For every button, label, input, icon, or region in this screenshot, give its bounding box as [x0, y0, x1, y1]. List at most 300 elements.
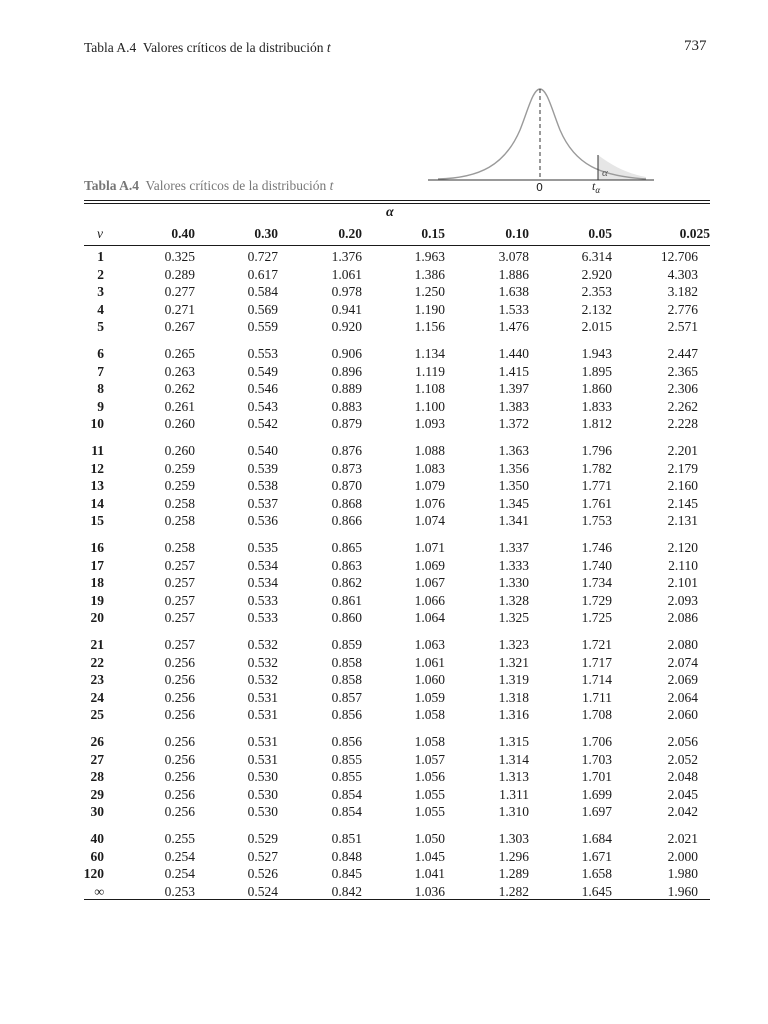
value-cell: 0.920 [331, 319, 362, 335]
running-head-var: t [326, 40, 331, 55]
nu-header: v [97, 226, 103, 241]
value-cell: 2.145 [667, 495, 698, 511]
value-cell: 1.886 [498, 266, 529, 282]
value-cell: 0.257 [164, 610, 195, 626]
value-cell: 2.060 [667, 707, 698, 723]
value-cell: 0.256 [164, 769, 195, 785]
value-cell: 0.855 [331, 751, 362, 767]
value-cell: 0.870 [331, 478, 362, 494]
value-cell: 1.771 [581, 478, 612, 494]
value-cell: 0.257 [164, 592, 195, 608]
nu-cell: 9 [97, 398, 104, 414]
nu-cell: 30 [90, 804, 104, 820]
value-cell: 1.356 [498, 460, 529, 476]
value-cell: 0.883 [331, 398, 362, 414]
table-row [0, 557, 768, 575]
value-cell: 1.325 [498, 610, 529, 626]
table-row [0, 636, 768, 654]
nu-cell: 1 [97, 249, 104, 264]
value-cell: 0.533 [247, 610, 278, 626]
alpha-col-header: 0.40 [171, 226, 195, 241]
value-cell: 2.365 [667, 363, 698, 379]
value-cell: 0.906 [331, 346, 362, 361]
nu-cell: 26 [90, 734, 104, 749]
value-cell: 0.257 [164, 575, 195, 591]
value-cell: 1.060 [414, 672, 445, 688]
value-cell: 1.721 [581, 637, 612, 652]
table-row [0, 609, 768, 627]
table-row [0, 706, 768, 724]
value-cell: 0.263 [164, 363, 195, 379]
value-cell: 0.531 [247, 751, 278, 767]
value-cell: 1.061 [331, 266, 362, 282]
value-cell: 1.397 [498, 381, 529, 397]
value-cell: 1.108 [414, 381, 445, 397]
value-cell: 1.684 [581, 831, 612, 846]
value-cell: 0.879 [331, 416, 362, 432]
value-cell: 1.083 [414, 460, 445, 476]
nu-cell: 19 [90, 592, 104, 608]
value-cell: 1.156 [414, 319, 445, 335]
density-curve [438, 89, 646, 179]
nu-cell: 16 [90, 540, 104, 555]
table-row [0, 415, 768, 433]
table-row [0, 803, 768, 821]
value-cell: 0.857 [331, 689, 362, 705]
value-cell: 1.753 [581, 513, 612, 529]
value-cell: 0.534 [247, 557, 278, 573]
value-cell: 0.539 [247, 460, 278, 476]
value-cell: 0.542 [247, 416, 278, 432]
value-cell: 1.045 [414, 848, 445, 864]
value-cell: 0.533 [247, 592, 278, 608]
value-cell: 1.328 [498, 592, 529, 608]
value-cell: 2.306 [667, 381, 698, 397]
running-head-title: Valores críticos de la distribución [142, 40, 324, 55]
value-cell: 0.549 [247, 363, 278, 379]
value-cell: 1.055 [414, 786, 445, 802]
value-cell: 0.260 [164, 443, 195, 458]
t-alpha-label [592, 179, 600, 195]
value-cell: 0.569 [247, 301, 278, 317]
nu-cell: 40 [90, 831, 104, 846]
value-cell: 1.658 [581, 866, 612, 882]
alpha-col-header: 0.025 [679, 226, 710, 241]
value-cell: 1.729 [581, 592, 612, 608]
value-cell: 0.277 [164, 284, 195, 300]
table-row [0, 398, 768, 416]
table-row [0, 512, 768, 530]
value-cell: 1.711 [582, 689, 612, 705]
table-row [0, 654, 768, 672]
value-cell: 1.190 [414, 301, 445, 317]
value-cell: 1.316 [498, 707, 529, 723]
value-cell: 1.345 [498, 495, 529, 511]
table-row [0, 848, 768, 866]
value-cell: 0.536 [247, 513, 278, 529]
value-cell: 0.559 [247, 319, 278, 335]
value-cell: 1.064 [414, 610, 445, 626]
table-row [0, 380, 768, 398]
value-cell: 1.134 [414, 346, 445, 361]
value-cell: 0.851 [331, 831, 362, 846]
alpha-header: α [386, 205, 394, 220]
value-cell: 3.078 [498, 249, 529, 264]
value-cell: 1.860 [581, 381, 612, 397]
value-cell: 1.376 [331, 249, 362, 264]
value-cell: 0.526 [247, 866, 278, 882]
value-cell: 1.333 [498, 557, 529, 573]
value-cell: 1.383 [498, 398, 529, 414]
table-row [0, 768, 768, 786]
value-cell: 0.876 [331, 443, 362, 458]
value-cell: 1.318 [498, 689, 529, 705]
nu-cell: 27 [90, 751, 104, 767]
value-cell: 1.638 [498, 284, 529, 300]
value-cell: 0.529 [247, 831, 278, 846]
value-cell: 0.848 [331, 848, 362, 864]
value-cell: 0.254 [164, 848, 195, 864]
nu-cell: 5 [97, 319, 104, 335]
value-cell: 1.079 [414, 478, 445, 494]
value-cell: 1.319 [498, 672, 529, 688]
value-cell: 0.535 [247, 540, 278, 555]
value-cell: 0.259 [164, 478, 195, 494]
value-cell: 2.064 [667, 689, 698, 705]
value-cell: 0.258 [164, 495, 195, 511]
value-cell: 1.533 [498, 301, 529, 317]
table-row [0, 574, 768, 592]
value-cell: 0.258 [164, 540, 195, 555]
value-cell: 1.071 [414, 540, 445, 555]
value-cell: 0.257 [164, 637, 195, 652]
value-cell: 2.015 [581, 319, 612, 335]
value-cell: 0.531 [247, 734, 278, 749]
value-cell: 1.058 [414, 707, 445, 723]
table-row [0, 592, 768, 610]
value-cell: 0.537 [247, 495, 278, 511]
table-bottom-rule [84, 899, 710, 900]
table-top-rule [84, 200, 710, 201]
value-cell: 0.858 [331, 672, 362, 688]
value-cell: 0.854 [331, 786, 362, 802]
value-cell: 2.052 [667, 751, 698, 767]
table-caption-var: t [329, 178, 334, 193]
nu-cell: 120 [83, 866, 104, 882]
value-cell: 0.546 [247, 381, 278, 397]
value-cell: 1.041 [414, 866, 445, 882]
value-cell: 0.861 [331, 592, 362, 608]
table-header-rule [84, 245, 710, 246]
table-row [0, 539, 768, 557]
value-cell: 2.086 [667, 610, 698, 626]
value-cell: 0.256 [164, 751, 195, 767]
value-cell: 0.873 [331, 460, 362, 476]
value-cell: 0.259 [164, 460, 195, 476]
value-cell: 1.058 [414, 734, 445, 749]
alpha-col-header: 0.10 [505, 226, 529, 241]
value-cell: 2.042 [667, 804, 698, 820]
value-cell: 1.296 [498, 848, 529, 864]
value-cell: 0.254 [164, 866, 195, 882]
alpha-col-header: 0.20 [338, 226, 362, 241]
value-cell: 1.812 [581, 416, 612, 432]
nu-cell: 60 [90, 848, 104, 864]
value-cell: 2.160 [667, 478, 698, 494]
value-cell: 0.256 [164, 707, 195, 723]
value-cell: 2.201 [667, 443, 698, 458]
value-cell: 2.080 [667, 637, 698, 652]
value-cell: 1.734 [581, 575, 612, 591]
value-cell: 6.314 [581, 249, 612, 264]
value-cell: 1.725 [581, 610, 612, 626]
value-cell: 0.941 [331, 301, 362, 317]
value-cell: 2.110 [668, 557, 698, 573]
running-head-label: Tabla A.4 [84, 40, 137, 55]
value-cell: 2.447 [667, 346, 698, 361]
value-cell: 0.866 [331, 513, 362, 529]
value-cell: 0.584 [247, 284, 278, 300]
value-cell: 2.228 [667, 416, 698, 432]
value-cell: 0.256 [164, 654, 195, 670]
nu-cell: ∞ [94, 883, 104, 899]
table-row [0, 363, 768, 381]
running-head [84, 40, 331, 56]
value-cell: 2.120 [667, 540, 698, 555]
value-cell: 1.313 [498, 769, 529, 785]
value-cell: 1.289 [498, 866, 529, 882]
value-cell: 1.782 [581, 460, 612, 476]
value-cell: 1.310 [498, 804, 529, 820]
value-cell: 1.708 [581, 707, 612, 723]
value-cell: 0.534 [247, 575, 278, 591]
value-cell: 0.271 [164, 301, 195, 317]
value-cell: 0.842 [331, 883, 362, 899]
nu-cell: 28 [90, 769, 104, 785]
value-cell: 1.833 [581, 398, 612, 414]
value-cell: 1.386 [414, 266, 445, 282]
value-cell: 1.415 [498, 363, 529, 379]
t-subscript: α [595, 185, 601, 195]
table-caption-text: Valores críticos de la distribución [145, 178, 327, 193]
value-cell: 0.862 [331, 575, 362, 591]
table-row [0, 786, 768, 804]
page-number: 737 [684, 38, 707, 54]
value-cell: 0.261 [164, 398, 195, 414]
value-cell: 0.527 [247, 848, 278, 864]
nu-cell: 11 [91, 443, 104, 458]
table-row [0, 442, 768, 460]
value-cell: 1.350 [498, 478, 529, 494]
value-cell: 1.699 [581, 786, 612, 802]
value-cell: 1.706 [581, 734, 612, 749]
value-cell: 1.476 [498, 319, 529, 335]
value-cell: 0.540 [247, 443, 278, 458]
table-top-rule-double [84, 203, 710, 204]
value-cell: 2.056 [667, 734, 698, 749]
value-cell: 1.943 [581, 346, 612, 361]
zero-label: 0 [536, 181, 543, 194]
value-cell: 1.645 [581, 883, 612, 899]
value-cell: 0.727 [247, 249, 278, 264]
value-cell: 0.262 [164, 381, 195, 397]
nu-cell: 20 [90, 610, 104, 626]
value-cell: 1.074 [414, 513, 445, 529]
value-cell: 1.093 [414, 416, 445, 432]
value-cell: 0.255 [164, 831, 195, 846]
value-cell: 1.056 [414, 769, 445, 785]
value-cell: 1.714 [581, 672, 612, 688]
value-cell: 1.341 [498, 513, 529, 529]
nu-cell: 29 [90, 786, 104, 802]
value-cell: 0.267 [164, 319, 195, 335]
value-cell: 1.337 [498, 540, 529, 555]
value-cell: 1.761 [581, 495, 612, 511]
value-cell: 0.856 [331, 707, 362, 723]
value-cell: 2.920 [581, 266, 612, 282]
value-cell: 0.859 [331, 637, 362, 652]
value-cell: 2.048 [667, 769, 698, 785]
nu-cell: 3 [97, 284, 104, 300]
value-cell: 1.746 [581, 540, 612, 555]
table-row [0, 345, 768, 363]
value-cell: 2.045 [667, 786, 698, 802]
value-cell: 0.530 [247, 786, 278, 802]
nu-cell: 13 [90, 478, 104, 494]
nu-cell: 2 [97, 266, 104, 282]
value-cell: 1.050 [414, 831, 445, 846]
value-cell: 0.889 [331, 381, 362, 397]
value-cell: 1.717 [581, 654, 612, 670]
value-cell: 1.314 [498, 751, 529, 767]
table-row [0, 477, 768, 495]
value-cell: 0.530 [247, 804, 278, 820]
value-cell: 0.978 [331, 284, 362, 300]
nu-cell: 17 [90, 557, 104, 573]
value-cell: 1.250 [414, 284, 445, 300]
value-cell: 2.776 [667, 301, 698, 317]
value-cell: 2.179 [667, 460, 698, 476]
t-distribution-figure [420, 80, 660, 195]
value-cell: 0.617 [247, 266, 278, 282]
value-cell: 0.256 [164, 786, 195, 802]
table-header-row [84, 226, 710, 244]
value-cell: 1.069 [414, 557, 445, 573]
value-cell: 0.257 [164, 557, 195, 573]
value-cell: 1.057 [414, 751, 445, 767]
value-cell: 1.088 [414, 443, 445, 458]
nu-cell: 18 [90, 575, 104, 591]
value-cell: 2.069 [667, 672, 698, 688]
value-cell: 0.258 [164, 513, 195, 529]
value-cell: 1.703 [581, 751, 612, 767]
table-row [0, 689, 768, 707]
nu-cell: 25 [90, 707, 104, 723]
nu-cell: 14 [90, 495, 104, 511]
value-cell: 1.697 [581, 804, 612, 820]
value-cell: 1.671 [581, 848, 612, 864]
table-row [0, 495, 768, 513]
table-row [0, 830, 768, 848]
table-row [0, 733, 768, 751]
value-cell: 0.896 [331, 363, 362, 379]
value-cell: 2.131 [667, 513, 698, 529]
nu-cell: 4 [97, 301, 104, 317]
nu-cell: 8 [97, 381, 104, 397]
value-cell: 1.963 [414, 249, 445, 264]
value-cell: 0.854 [331, 804, 362, 820]
value-cell: 0.256 [164, 804, 195, 820]
value-cell: 1.980 [667, 866, 698, 882]
table-caption [84, 178, 333, 194]
value-cell: 1.067 [414, 575, 445, 591]
value-cell: 2.000 [667, 848, 698, 864]
value-cell: 0.256 [164, 672, 195, 688]
value-cell: 1.740 [581, 557, 612, 573]
table-row [0, 751, 768, 769]
value-cell: 0.260 [164, 416, 195, 432]
value-cell: 1.036 [414, 883, 445, 899]
alpha-col-header: 0.05 [588, 226, 612, 241]
value-cell: 1.059 [414, 689, 445, 705]
value-cell: 0.531 [247, 689, 278, 705]
value-cell: 1.055 [414, 804, 445, 820]
table-row [0, 301, 768, 319]
value-cell: 1.303 [498, 831, 529, 846]
nu-cell: 12 [90, 460, 104, 476]
alpha-col-header: 0.15 [421, 226, 445, 241]
value-cell: 0.531 [247, 707, 278, 723]
value-cell: 1.076 [414, 495, 445, 511]
value-cell: 1.701 [581, 769, 612, 785]
value-cell: 2.021 [667, 831, 698, 846]
value-cell: 1.119 [415, 363, 445, 379]
value-cell: 0.532 [247, 672, 278, 688]
value-cell: 1.440 [498, 346, 529, 361]
value-cell: 3.182 [667, 284, 698, 300]
table-row [0, 283, 768, 301]
value-cell: 0.553 [247, 346, 278, 361]
value-cell: 0.865 [331, 540, 362, 555]
value-cell: 1.100 [414, 398, 445, 414]
t-label: t [592, 179, 596, 193]
value-cell: 0.256 [164, 689, 195, 705]
nu-cell: 6 [97, 346, 104, 361]
value-cell: 0.532 [247, 637, 278, 652]
value-cell: 0.532 [247, 654, 278, 670]
value-cell: 4.303 [667, 266, 698, 282]
value-cell: 1.311 [499, 786, 529, 802]
value-cell: 1.323 [498, 637, 529, 652]
value-cell: 1.315 [498, 734, 529, 749]
value-cell: 0.256 [164, 734, 195, 749]
value-cell: 1.066 [414, 592, 445, 608]
value-cell: 1.372 [498, 416, 529, 432]
value-cell: 1.330 [498, 575, 529, 591]
value-cell: 1.796 [581, 443, 612, 458]
nu-cell: 7 [97, 363, 104, 379]
value-cell: 0.253 [164, 883, 195, 899]
value-cell: 0.289 [164, 266, 195, 282]
value-cell: 1.363 [498, 443, 529, 458]
value-cell: 0.868 [331, 495, 362, 511]
value-cell: 1.061 [414, 654, 445, 670]
table-row [0, 865, 768, 883]
nu-cell: 21 [90, 637, 104, 652]
value-cell: 0.543 [247, 398, 278, 414]
table-row [0, 318, 768, 336]
value-cell: 0.845 [331, 866, 362, 882]
